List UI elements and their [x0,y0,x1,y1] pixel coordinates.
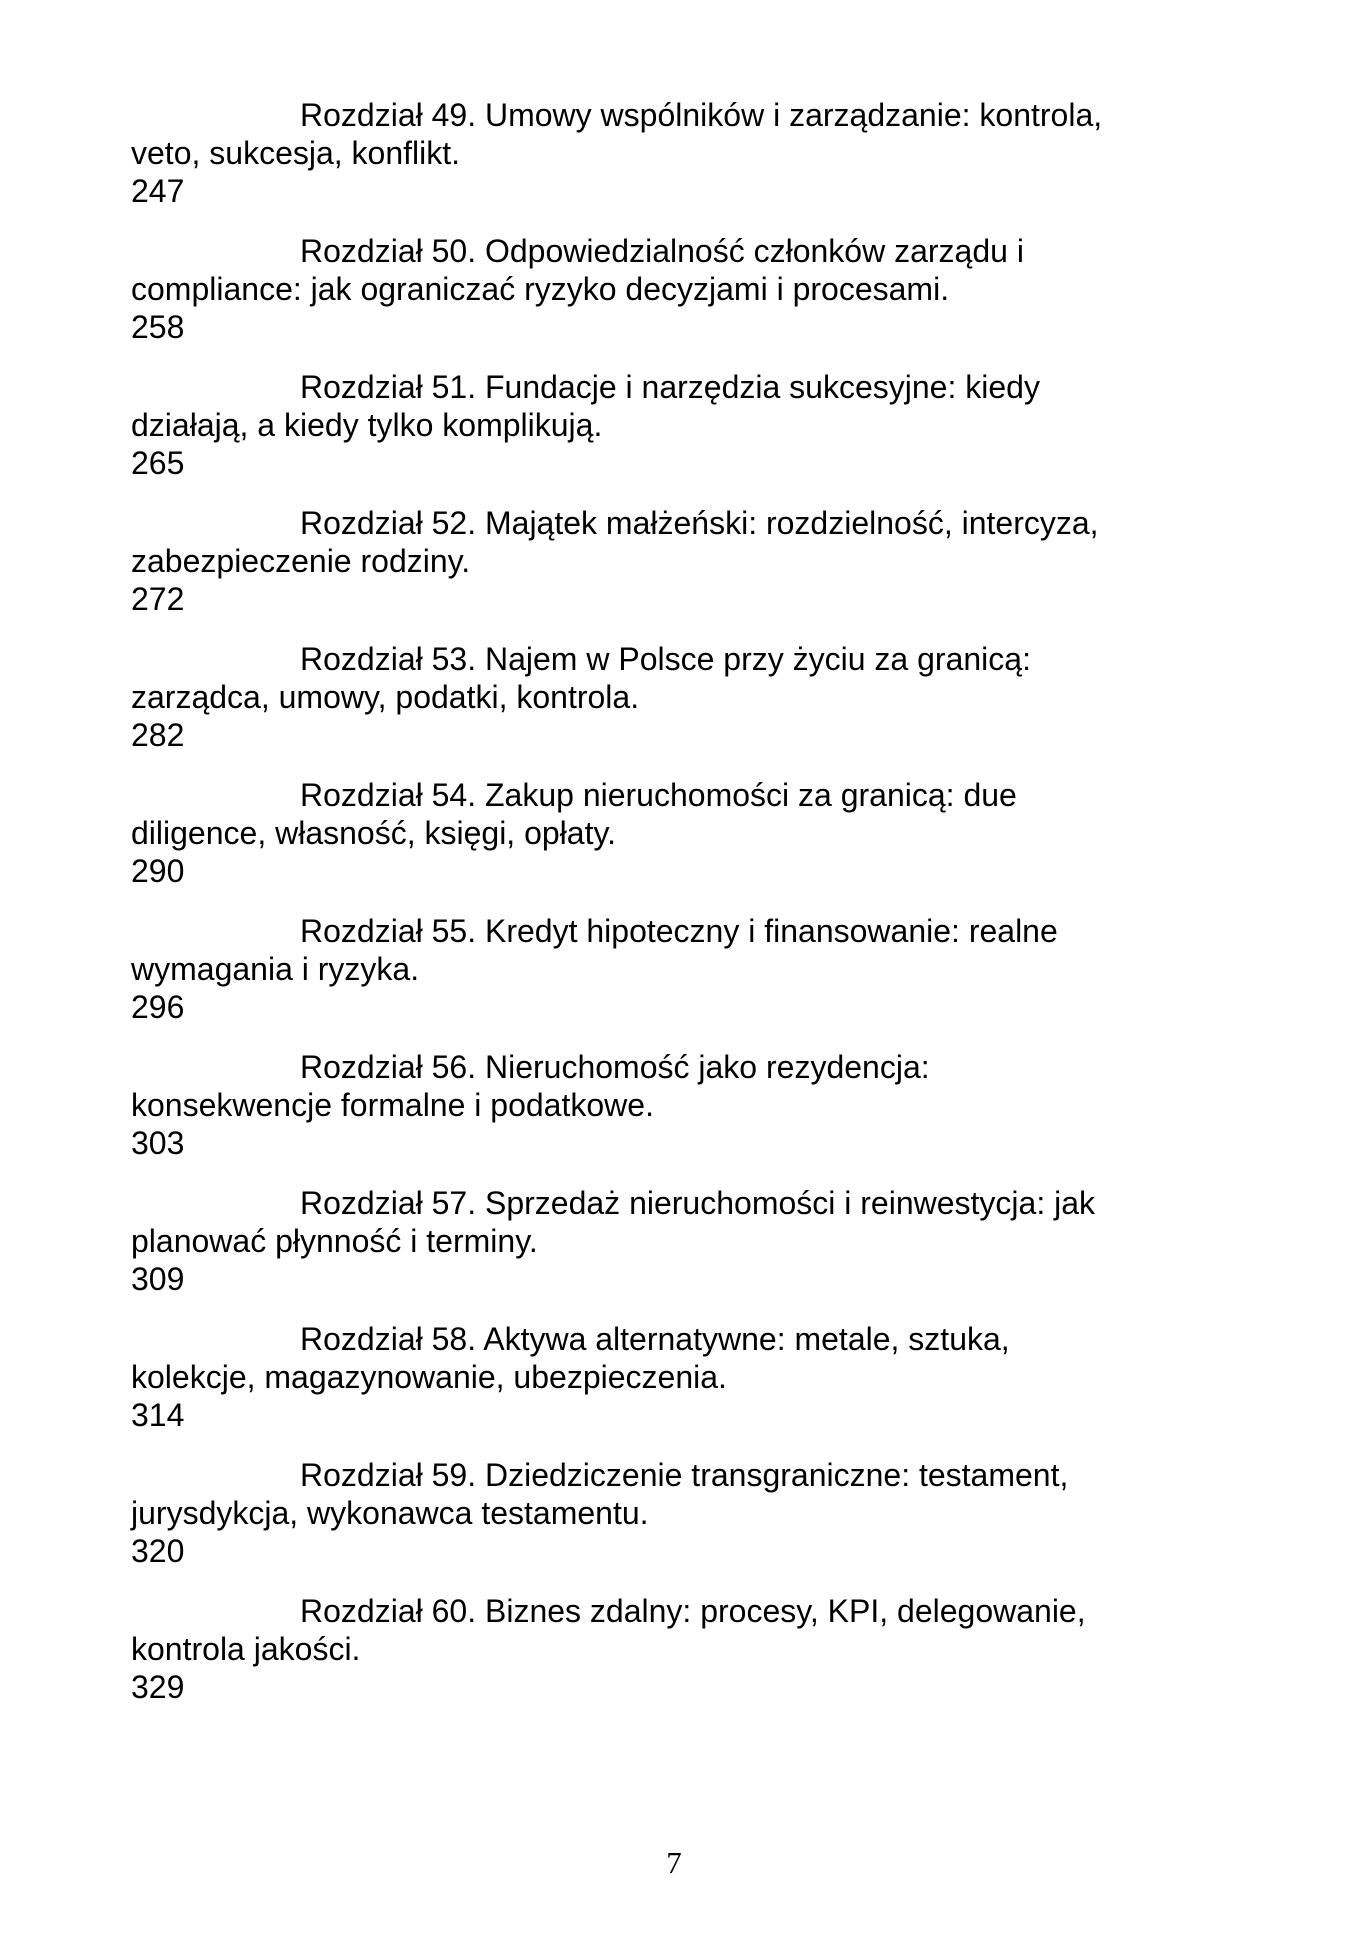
toc-entry [131,232,1228,346]
toc-entry [131,504,1228,618]
toc-entry-title-line1: Rozdział 52. Majątek małżeński: rozdzielność, intercyza, [300,505,1099,541]
toc-entry [131,912,1228,1026]
toc-entry-title-line2: planować płynność i terminy. [131,1223,538,1259]
toc-entry [131,368,1228,482]
toc-entry-title-line2: zarządca, umowy, podatki, kontrola. [131,679,640,715]
toc-entry-title-line2: veto, sukcesja, konflikt. [131,135,461,171]
toc-entry-page-number: 303 [131,1125,185,1161]
table-of-contents [131,96,1228,1706]
toc-entry [131,776,1228,890]
toc-entry [131,1456,1228,1570]
toc-entry-page-number: 265 [131,445,185,481]
toc-entry-title-line2: kolekcje, magazynowanie, ubezpieczenia. [131,1359,727,1395]
toc-entry-page-number: 296 [131,989,185,1025]
toc-entry-title-line1: Rozdział 55. Kredyt hipoteczny i finansowanie: realne [300,913,1058,949]
toc-entry [131,1048,1228,1162]
toc-entry-title-line1: Rozdział 56. Nieruchomość jako rezydencja: [300,1049,930,1085]
toc-entry-title-line2: compliance: jak ograniczać ryzyko decyzjami i procesami. [131,271,950,307]
toc-entry-title-line2: diligence, własność, księgi, opłaty. [131,815,616,851]
toc-entry [131,1184,1228,1298]
toc-entry-title-line1: Rozdział 53. Najem w Polsce przy życiu za granicą: [300,641,1031,677]
toc-entry-title-line2: kontrola jakości. [131,1631,361,1667]
toc-entry-title-line2: wymagania i ryzyka. [131,951,420,987]
toc-entry-title-line1: Rozdział 58. Aktywa alternatywne: metale, sztuka, [300,1321,1010,1357]
toc-entry-title-line1: Rozdział 49. Umowy wspólników i zarządzanie: kontrola, [300,97,1103,133]
toc-entry-page-number: 309 [131,1261,185,1297]
toc-entry [131,1592,1228,1706]
toc-entry-page-number: 290 [131,853,185,889]
toc-entry-title-line1: Rozdział 50. Odpowiedzialność członków zarządu i [300,233,1024,269]
toc-entry-title-line2: działają, a kiedy tylko komplikują. [131,407,603,443]
toc-entry-title-line2: zabezpieczenie rodziny. [131,543,471,579]
toc-entry-title-line1: Rozdział 54. Zakup nieruchomości za granicą: due [300,777,1017,813]
toc-entry [131,96,1228,210]
toc-entry-page-number: 314 [131,1397,185,1433]
toc-entry-title-line2: konsekwencje formalne i podatkowe. [131,1087,654,1123]
toc-entry-title-line1: Rozdział 59. Dziedziczenie transgraniczne: testament, [300,1457,1069,1493]
toc-entry-page-number: 282 [131,717,185,753]
footer-page-number: 7 [666,1845,682,1880]
toc-entry-page-number: 247 [131,173,185,209]
page-footer [0,1845,1348,1881]
toc-entry [131,1320,1228,1434]
toc-entry-page-number: 272 [131,581,185,617]
toc-entry-page-number: 258 [131,309,185,345]
toc-entry-title-line1: Rozdział 51. Fundacje i narzędzia sukcesyjne: kiedy [300,369,1040,405]
toc-entry [131,640,1228,754]
toc-entry-title-line2: jurysdykcja, wykonawca testamentu. [131,1495,649,1531]
toc-entry-page-number: 320 [131,1533,185,1569]
toc-entry-title-line1: Rozdział 57. Sprzedaż nieruchomości i reinwestycja: jak [300,1185,1096,1221]
toc-entry-title-line1: Rozdział 60. Biznes zdalny: procesy, KPI, delegowanie, [300,1593,1086,1629]
toc-entry-page-number: 329 [131,1669,185,1705]
